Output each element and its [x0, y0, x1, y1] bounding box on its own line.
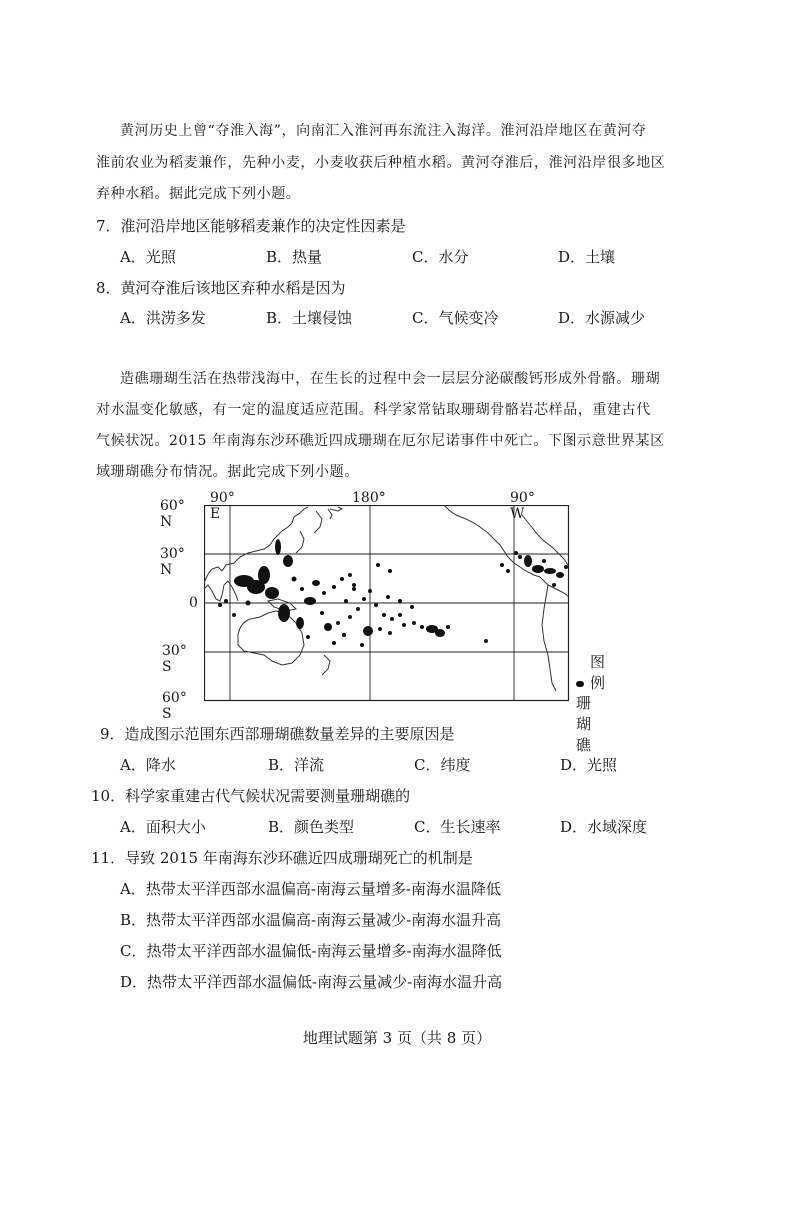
- question-8-stem: 8．黄河夺淮后该地区弃种水稻是因为: [96, 279, 346, 297]
- question-11-option-a[interactable]: A．热带太平洋西部水温偏高-南海云量增多-南海水温降低: [120, 880, 501, 898]
- passage-2-line: 气候状况。2015 年南海东沙环礁近四成珊瑚在厄尔尼诺事件中死亡。下图示意世界某区: [96, 433, 665, 449]
- question-7-option-d[interactable]: D．土壤: [558, 248, 616, 266]
- question-10-option-b[interactable]: B．颜色类型: [268, 818, 355, 836]
- question-10-stem: 10．科学家重建古代气候状况需要测量珊瑚礁的: [91, 787, 411, 805]
- question-9-option-a[interactable]: A．降水: [120, 756, 176, 774]
- lat-label-30s: 30° S: [162, 643, 187, 675]
- question-11-option-c[interactable]: C．热带太平洋西部水温偏低-南海云量增多-南海水温降低: [120, 942, 502, 960]
- question-7-option-a[interactable]: A．光照: [120, 248, 176, 266]
- passage-2-line: 域珊瑚礁分布情况。据此完成下列小题。: [96, 464, 359, 480]
- question-9-option-c[interactable]: C．纬度: [414, 756, 471, 774]
- question-7-stem: 7．淮河沿岸地区能够稻麦兼作的决定性因素是: [96, 217, 406, 235]
- lon-label-180: 180°: [352, 490, 386, 506]
- passage-2-line: 造礁珊瑚生活在热带浅海中，在生长的过程中会一层层分泌碳酸钙形成外骨骼。珊瑚: [120, 371, 661, 387]
- question-10-option-d[interactable]: D．水域深度: [560, 818, 648, 836]
- passage-1-line: 淮前农业为稻麦兼作，先种小麦，小麦收获后种植水稻。黄河夺淮后，淮河沿岸很多地区: [96, 155, 666, 171]
- reef-symbol-icon: [576, 681, 584, 687]
- question-10-option-a[interactable]: A．面积大小: [120, 818, 206, 836]
- question-10-option-c[interactable]: C．生长速率: [414, 818, 501, 836]
- page-footer: 地理试题第 3 页（共 8 页）: [302, 1029, 492, 1047]
- question-9-stem: 9．造成图示范围东西部珊瑚礁数量差异的主要原因是: [100, 725, 455, 743]
- question-11-stem: 11．导致 2015 年南海东沙环礁近四成珊瑚死亡的机制是: [91, 849, 473, 867]
- question-8-option-c[interactable]: C．气候变冷: [412, 309, 499, 327]
- question-11-option-b[interactable]: B．热带太平洋西部水温偏高-南海云量减少-南海水温升高: [120, 911, 502, 929]
- passage-1-line: 弃种水稻。据此完成下列小题。: [96, 186, 301, 202]
- legend-item: [576, 676, 591, 755]
- lat-label-60n: 60° N: [160, 498, 185, 530]
- passage-1-line: 黄河历史上曾“夺淮入海”，向南汇入淮河再东流注入海洋。淮河沿岸地区在黄河夺: [120, 123, 647, 139]
- lat-label-60s: 60° S: [162, 690, 187, 722]
- lat-label-30n: 30° N: [160, 546, 185, 578]
- question-7-option-b[interactable]: B．热量: [266, 248, 323, 266]
- lat-label-equator: 0: [189, 595, 198, 611]
- lon-label-90w: 90° W: [510, 490, 535, 522]
- question-8-option-d[interactable]: D．水源减少: [558, 309, 646, 327]
- question-8-option-a[interactable]: A．洪涝多发: [120, 309, 206, 327]
- reef-clusters: [218, 539, 568, 647]
- legend-title: 图例: [590, 653, 606, 692]
- passage-2-line: 对水温变化敏感，有一定的温度适应范围。科学家常钻取珊瑚骨骼岩芯样品，重建古代: [96, 402, 651, 418]
- question-7-option-c[interactable]: C．水分: [412, 248, 469, 266]
- question-9-option-d[interactable]: D．光照: [560, 756, 618, 774]
- lon-label-90e: 90° E: [210, 490, 235, 522]
- question-8-option-b[interactable]: B．土壤侵蚀: [266, 309, 353, 327]
- question-11-option-d[interactable]: D．热带太平洋西部水温偏低-南海云量减少-南海水温升高: [120, 973, 503, 991]
- legend-item-label: 珊瑚礁: [576, 694, 592, 754]
- map-canvas: [204, 505, 574, 705]
- question-9-option-b[interactable]: B．洋流: [268, 756, 325, 774]
